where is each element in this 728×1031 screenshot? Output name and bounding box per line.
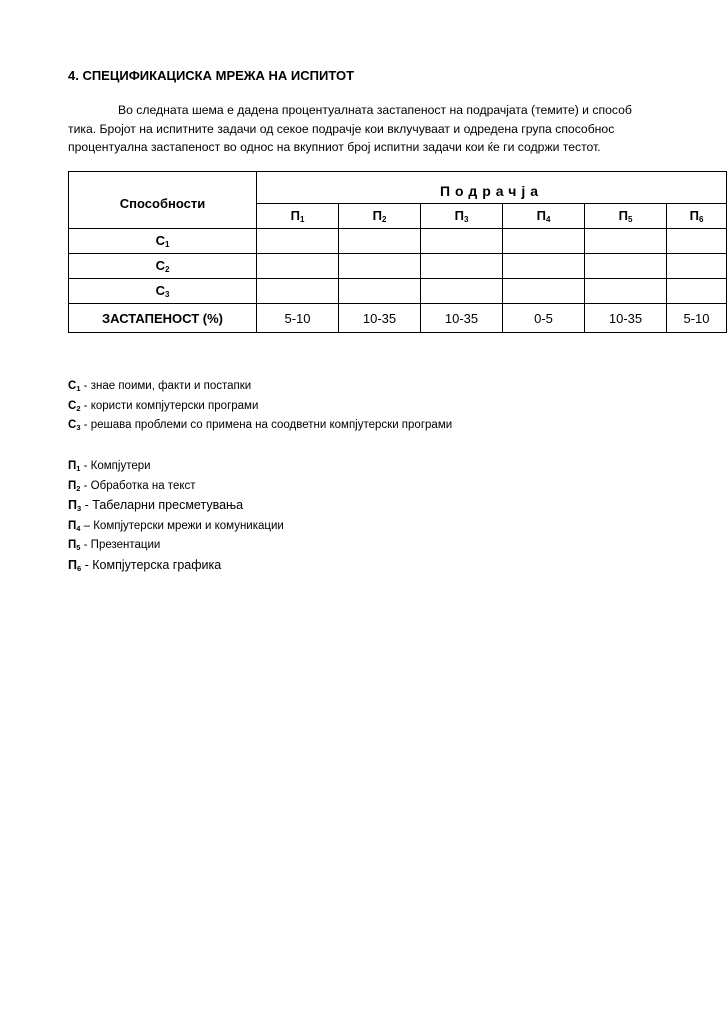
legend-item: $П_4$ – Компјутерски мрежи и комуникации — [68, 519, 284, 533]
section-title: 4. СПЕЦИФИКАЦИСКА МРЕЖА НА ИСПИТОТ — [68, 68, 355, 83]
percentage-row — [69, 304, 727, 333]
percentage-cell-p2: 10-35 — [339, 304, 421, 333]
table-cell — [257, 279, 339, 304]
table-cell — [585, 279, 667, 304]
legend-item: $П_6$ - Компјутерска графика — [68, 557, 222, 573]
paragraph-line: Во следната шема е дадена процентуалната застапеност на подрачјата (темите) и способ — [118, 103, 632, 117]
area-header-p4: $П_4$ — [503, 204, 585, 229]
table-cell — [503, 279, 585, 304]
table-cell — [667, 229, 727, 254]
table-cell — [257, 229, 339, 254]
table-cell — [339, 229, 421, 254]
table-cell — [585, 254, 667, 279]
specification-table — [68, 171, 727, 333]
percentage-cell-p6: 5-10 — [667, 304, 727, 333]
table-cell — [339, 254, 421, 279]
abilities-header: Способности — [69, 179, 257, 229]
areas-header: Подрачја — [257, 179, 727, 204]
legend-item: $П_2$ - Обработка на текст — [68, 479, 196, 493]
area-header-p2: $П_2$ — [339, 204, 421, 229]
table-cell — [503, 254, 585, 279]
table-row — [69, 254, 727, 279]
areas-legend — [68, 458, 284, 578]
table-cell — [667, 279, 727, 304]
area-header-p3: $П_3$ — [421, 204, 503, 229]
legend-item: $П_1$ - Компјутери — [68, 460, 151, 473]
table-cell — [421, 229, 503, 254]
legend-item: $С_3$ - решава проблеми со примена на соодветни компјутерски програми — [68, 419, 453, 433]
percentage-label: ЗАСТАПЕНОСТ (%) — [69, 304, 257, 333]
table-cell — [667, 254, 727, 279]
table-cell — [421, 279, 503, 304]
ability-row-header-c1: $С_1$ — [69, 229, 257, 254]
area-header-p5: $П_5$ — [585, 204, 667, 229]
paragraph-line: тика. Бројот на испитните задачи од секое подрачје кои вклучуваат и одредена група способнос — [68, 121, 615, 136]
area-header-p1: $П_1$ — [257, 204, 339, 229]
percentage-cell-p5: 10-35 — [585, 304, 667, 333]
table-row — [69, 229, 727, 254]
legend-item: $С_2$ - користи компјутерски програми — [68, 399, 259, 413]
percentage-cell-p3: 10-35 — [421, 304, 503, 333]
legend-item: $С_1$ - знае поими, факти и постапки — [68, 380, 252, 393]
table-cell — [339, 279, 421, 304]
table-cell — [421, 254, 503, 279]
percentage-cell-p1: 5-10 — [257, 304, 339, 333]
table-cell — [257, 254, 339, 279]
table-top-spacer — [69, 172, 727, 180]
table-cell — [503, 229, 585, 254]
area-header-p6: $П_6$ — [667, 204, 727, 229]
table-cell — [585, 229, 667, 254]
ability-row-header-c3: $С_3$ — [69, 279, 257, 304]
table-header-row — [69, 179, 727, 204]
ability-row-header-c2: $С_2$ — [69, 254, 257, 279]
legend-item: $П_3$ - Табеларни пресметувања — [68, 498, 244, 514]
paragraph-line: процентуална застапеност во однос на вкупниот број испитни задачи кои ќе ги содржи тестот. — [68, 140, 601, 154]
abilities-legend — [68, 378, 452, 437]
legend-item: $П_5$ - Презентации — [68, 539, 161, 553]
percentage-cell-p4: 0-5 — [503, 304, 585, 333]
table-row — [69, 279, 727, 304]
intro-paragraph — [68, 101, 728, 157]
